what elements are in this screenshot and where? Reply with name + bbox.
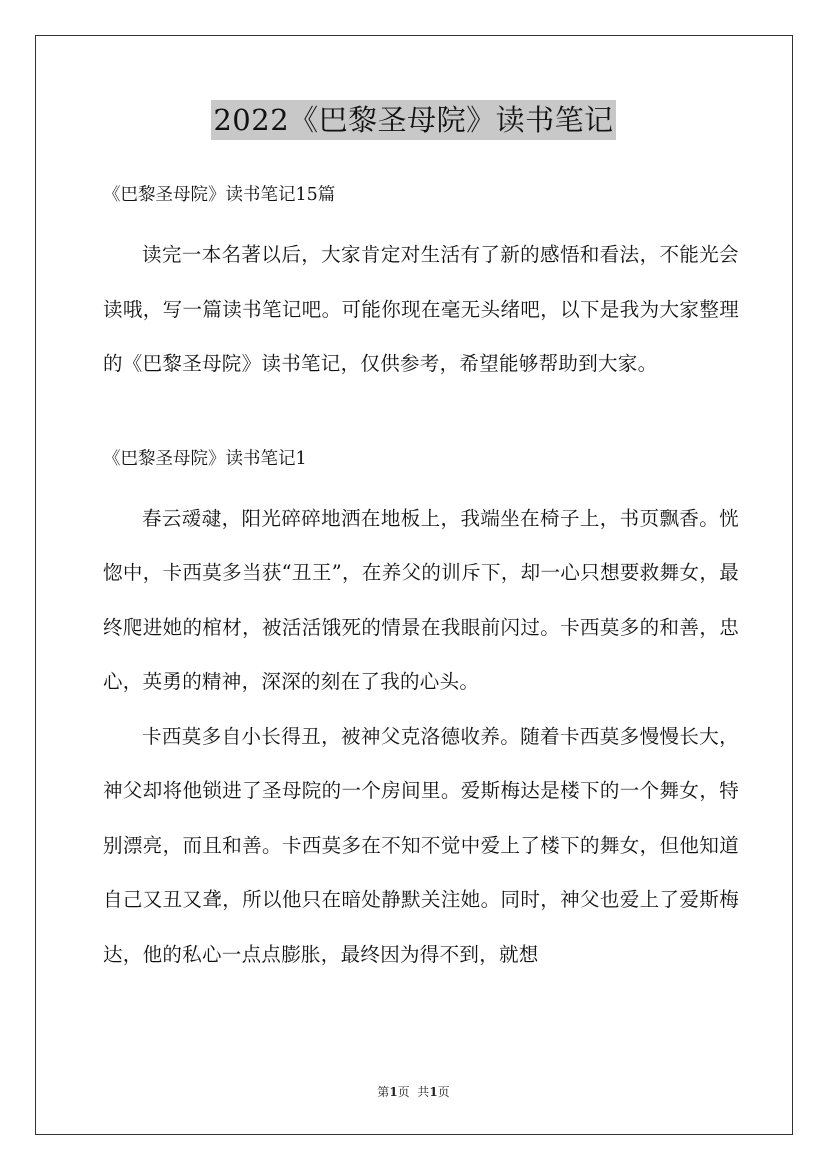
spacer: [103, 484, 739, 492]
footer-suffix: 页: [437, 1085, 450, 1099]
section1-paragraph-1: 春云叆叇，阳光碎碎地洒在地板上，我端坐在椅子上，书页飘香。恍惚中，卡西莫多当获“丑王”，在养父的训斥下，却一心只想要救舞女，最终爬进她的棺材，被活活饿死的情景在我眼前闪过。卡西莫多的和善，忠心，英勇的精神，深深的刻在了我的心头。: [103, 506, 739, 693]
intro-paragraph: 读完一本名著以后，大家肯定对生活有了新的感悟和看法，不能光会读哦，写一篇读书笔记吧。可能你现在毫无头绪吧，以下是我为大家整理的《巴黎圣母院》读书笔记，仅供参考，希望能够帮助到大家。: [103, 243, 739, 375]
section-spacer: [103, 392, 739, 434]
page-footer: [0, 1084, 827, 1100]
footer-current-page: 1: [389, 1085, 398, 1099]
section1-paragraph-2: 卡西莫多自小长得丑，被神父克洛德收养。随着卡西莫多慢慢长大，神父却将他锁进了圣母院的一个房间里。爱斯梅达是楼下的一个舞女，特别漂亮，而且和善。卡西莫多在不知不觉中爱上了楼下的舞女，但他知道自己又丑又聋，所以他只在暗处静默关注她。同时，神父也爱上了爱斯梅达，他的私心一点点膨胀，最终因为得不到，就想: [103, 724, 739, 966]
document-body: [103, 170, 739, 982]
footer-prefix: 第: [377, 1085, 390, 1099]
spacer: [103, 220, 739, 228]
document-title: 2022《巴黎圣母院》读书笔记: [211, 100, 615, 140]
intro-heading: 《巴黎圣母院》读书笔记15篇: [103, 185, 336, 205]
footer-total-pages: 1: [429, 1085, 438, 1099]
title-container: [0, 100, 827, 140]
footer-mid: 页 共: [397, 1085, 430, 1099]
section1-heading: 《巴黎圣母院》读书笔记1: [103, 448, 307, 469]
